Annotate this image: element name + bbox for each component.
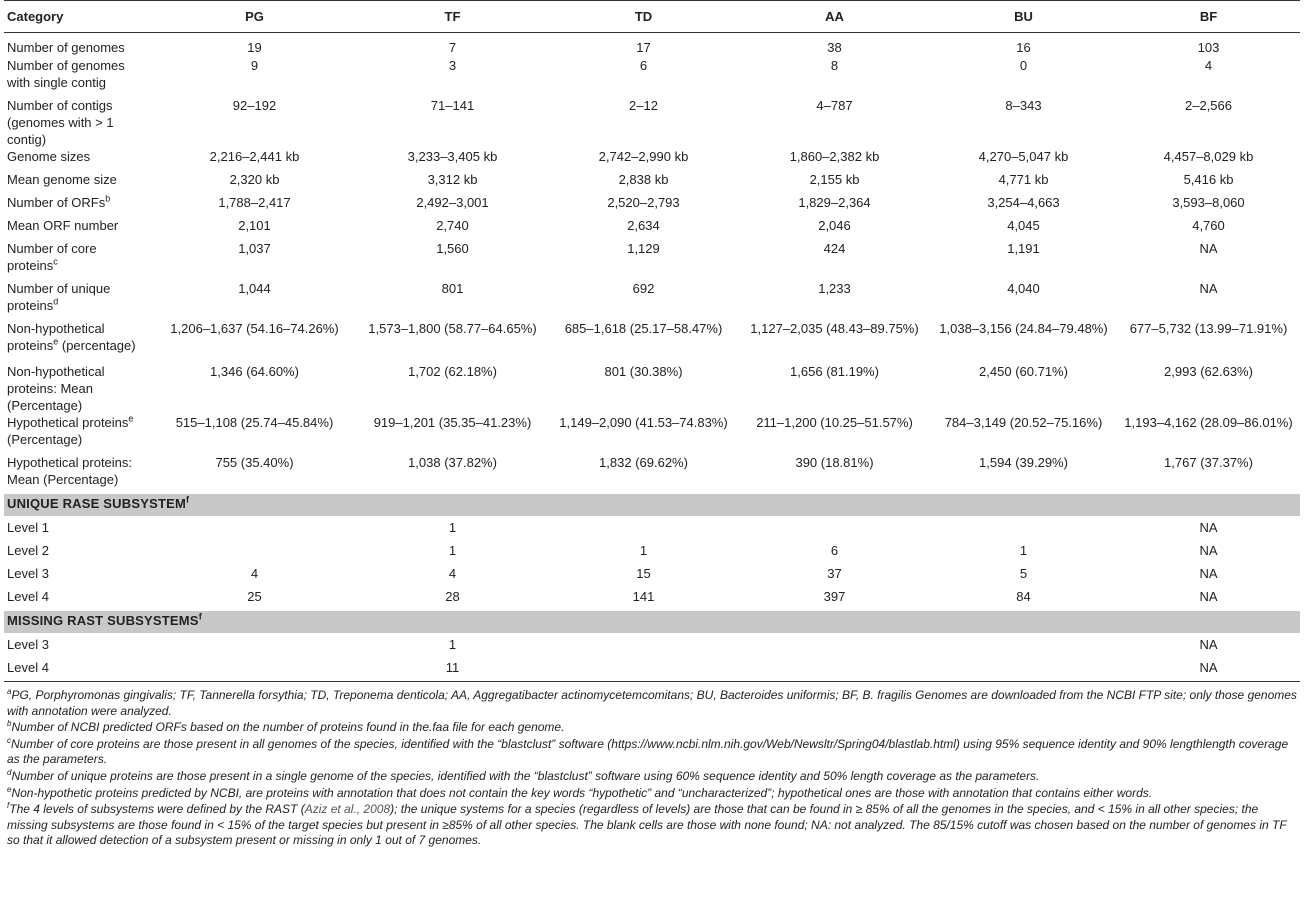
table-cell: 1,788–2,417 — [218, 195, 291, 210]
footnote-marker: b — [105, 193, 111, 204]
header-tf: TF — [357, 1, 548, 33]
row-label — [4, 171, 152, 194]
table-cell: 1,129 — [627, 241, 660, 256]
table-row — [4, 97, 1300, 148]
table-cell: 1,127–2,035 (48.43–89.75%) — [750, 321, 919, 336]
table-cell: 4,771 kb — [998, 172, 1049, 187]
row-label — [4, 194, 152, 217]
table-cell — [739, 659, 930, 682]
table-cell: 3,254–4,663 — [987, 195, 1060, 210]
table-cell: 1,832 (69.62%) — [599, 455, 688, 470]
footnote-marker: a — [7, 687, 12, 696]
table-cell — [548, 516, 739, 542]
table-cell: 37 — [827, 566, 842, 581]
table-cell — [930, 633, 1117, 659]
table-cell: 2,155 kb — [809, 172, 860, 187]
table-cell: 211–1,200 (10.25–51.57%) — [756, 415, 913, 430]
row-label — [4, 414, 152, 454]
table-cell: 685–1,618 (25.17–58.47%) — [564, 321, 723, 336]
table-row — [4, 320, 1300, 360]
row-label-text: proteins — [7, 338, 54, 353]
table-cell: 1 — [448, 637, 457, 652]
table-cell: 2,993 (62.63%) — [1164, 364, 1253, 379]
header-pg: PG — [152, 1, 357, 33]
row-label — [4, 280, 152, 320]
footnote-text: Non-hypothetic proteins predicted by NCBI, are proteins with annotation that does not contain the key words “hypothetic” and “uncharacterized”; hypothetical ones are those with annotation that contains either words. — [11, 785, 1153, 800]
table-row — [4, 516, 1300, 542]
table-cell: 3,233–3,405 kb — [407, 149, 498, 164]
table-cell: 84 — [1016, 589, 1031, 604]
table-cell: 1,044 — [238, 281, 271, 296]
table-cell: 2,520–2,793 — [607, 195, 680, 210]
row-label-text: (genomes with > 1 contig) — [7, 115, 114, 147]
footnote-marker: e — [53, 336, 59, 347]
row-label-text: with single contig — [7, 75, 106, 90]
footnote-text: ); the unique systems for a species (regardless of levels) are those that can be found in ≥ 85% of all the genomes in the species, and < 15% in all other species; the missing subsystems are those found in < 15% of the target species but present in ≥85% of all other species. The blank cells are those with none found; NA: not analyzed. The 85/15% cutoff was chosen based on the number of genomes in TF so that it allowed detection of a subsystem present or missing in only 1 out of 7 genomes. — [7, 802, 1287, 848]
table-cell: 38 — [827, 40, 842, 55]
table-cell: 7 — [448, 40, 457, 55]
row-label-text: Number of genomes — [7, 40, 125, 55]
table-cell: 1 — [639, 543, 648, 558]
table-cell: NA — [1117, 659, 1300, 682]
table-row — [4, 588, 1300, 611]
table-row — [4, 194, 1300, 217]
row-label: Level 4 — [7, 589, 49, 604]
table-cell: 1,594 (39.29%) — [979, 455, 1068, 470]
footnote — [7, 737, 1301, 768]
row-label: Level 3 — [7, 637, 49, 652]
table-cell: 2,450 (60.71%) — [979, 364, 1068, 379]
footnote-marker: b — [7, 719, 12, 729]
footnote-text: PG, Porphyromonas gingivalis; TF, Tannerella forsythia; TD, Treponema denticola; AA, Aggregatibacter actinomycetemcomitans; BU, Bacteroides uniformis; BF, B. fragilis Genomes are downloaded from the NCBI FTP site; only those genomes with annotation were analyzed. — [7, 688, 1297, 718]
row-label — [4, 57, 152, 97]
row-label-text: proteins — [7, 258, 54, 273]
header-bu: BU — [930, 1, 1117, 33]
section-title — [4, 494, 1300, 516]
footnote-marker: c — [7, 735, 11, 745]
header-td: TD — [548, 1, 739, 33]
row-label: Level 3 — [7, 566, 49, 581]
row-label-text: Number of ORFs — [7, 195, 106, 210]
table-cell: NA — [1199, 637, 1218, 652]
row-label-text: Number of contigs — [7, 98, 113, 113]
table-cell: 2,742–2,990 kb — [598, 149, 689, 164]
table-cell: NA — [1199, 281, 1218, 296]
table-cell: 19 — [247, 40, 262, 55]
table-cell: 4 — [1204, 58, 1213, 73]
table-row — [4, 633, 1300, 659]
row-label-text: Hypothetical proteins — [7, 415, 129, 430]
table-row — [4, 33, 1300, 58]
table-cell — [930, 659, 1117, 682]
table-cell: 8–343 — [1005, 98, 1042, 113]
row-label-text: (percentage) — [58, 338, 136, 353]
table-cell: 515–1,108 (25.74–45.84%) — [175, 415, 334, 430]
table-cell: 1,346 (64.60%) — [210, 364, 299, 379]
table-cell: 397 — [823, 589, 846, 604]
table-row — [4, 454, 1300, 494]
row-label-text: (Percentage) — [7, 398, 83, 413]
table-cell: NA — [1199, 241, 1218, 256]
row-label: Level 2 — [7, 543, 49, 558]
table-row — [4, 171, 1300, 194]
row-label — [4, 454, 152, 494]
row-label — [4, 320, 152, 360]
table-cell: NA — [1199, 543, 1218, 558]
row-label-text: Mean genome size — [7, 172, 117, 187]
table-cell: 1,149–2,090 (41.53–74.83%) — [559, 415, 728, 430]
table-cell: 1,193–4,162 (28.09–86.01%) — [1124, 415, 1293, 430]
table-cell: 4,045 — [1007, 218, 1040, 233]
table-cell: NA — [1199, 589, 1218, 604]
footnote — [7, 688, 1301, 719]
section-title-text: UNIQUE RASE SUBSYSTEM — [7, 496, 187, 511]
row-label-text: proteins — [7, 298, 54, 313]
table-cell: 28 — [445, 589, 460, 604]
table-cell: 17 — [636, 40, 651, 55]
table-cell: 3,593–8,060 — [1172, 195, 1245, 210]
table-cell — [930, 516, 1117, 542]
row-label-text: Hypothetical proteins: — [7, 455, 133, 470]
section-header — [4, 494, 1300, 516]
table-cell: 11 — [357, 659, 548, 682]
table-cell: 5 — [1019, 566, 1028, 581]
table-cell: 16 — [1016, 40, 1031, 55]
table-cell: 424 — [823, 241, 846, 256]
row-label-text: Mean ORF number — [7, 218, 119, 233]
table-cell: 755 (35.40%) — [215, 455, 294, 470]
table-cell — [548, 659, 739, 682]
table-row — [4, 148, 1300, 171]
row-label — [4, 240, 152, 280]
genome-comparison-table — [4, 0, 1300, 682]
row-label: Level 1 — [7, 520, 49, 535]
footnote-marker: f — [198, 611, 202, 622]
table-cell — [152, 542, 357, 565]
table-cell: 1,656 (81.19%) — [790, 364, 879, 379]
table-row — [4, 217, 1300, 240]
table-cell — [739, 516, 930, 542]
table-cell: 2,320 kb — [229, 172, 280, 187]
table-row — [4, 542, 1300, 565]
table-row — [4, 240, 1300, 280]
table-cell: NA — [1199, 566, 1218, 581]
table-cell: 801 — [441, 281, 464, 296]
section-header — [4, 611, 1300, 633]
footnotes — [4, 682, 1304, 849]
footnote-marker: d — [7, 767, 12, 777]
table-cell: 4 — [250, 566, 259, 581]
table-row — [4, 414, 1300, 454]
footnote-marker: f — [7, 801, 10, 811]
footnote-marker: d — [53, 296, 59, 307]
header-category: Category — [4, 1, 152, 33]
table-cell — [152, 633, 357, 659]
row-label — [4, 217, 152, 240]
row-label — [4, 33, 152, 58]
footnote-marker: e — [128, 413, 134, 424]
footnote — [7, 786, 1301, 802]
table-cell: 3,312 kb — [427, 172, 478, 187]
table-cell: 2,216–2,441 kb — [209, 149, 300, 164]
table-cell: 1,206–1,637 (54.16–74.26%) — [170, 321, 339, 336]
table-cell: 1,038–3,156 (24.84–79.48%) — [939, 321, 1108, 336]
table-row — [4, 280, 1300, 320]
table-cell: 1,233 — [818, 281, 851, 296]
table-cell: 1,038 (37.82%) — [408, 455, 497, 470]
table-cell: 141 — [632, 589, 655, 604]
table-row — [4, 360, 1300, 414]
table-cell — [152, 659, 357, 682]
table-cell: 6 — [830, 543, 839, 558]
table-cell: 1 — [448, 520, 457, 535]
row-label — [4, 97, 152, 148]
row-label — [4, 148, 152, 171]
footnote-text: Number of core proteins are those present in all genomes of the species, identified with the “blastclust” software (https://www.ncbi.nlm.nih.gov/Web/Newsltr/Spring04/blastlab.html) using 95% sequence identity and 90% lengthlength coverage as the parameters. — [7, 736, 1289, 767]
table-cell — [152, 516, 357, 542]
footnote-marker: c — [53, 256, 58, 267]
table-cell: 1 — [448, 543, 457, 558]
table-cell: 390 (18.81%) — [795, 455, 874, 470]
footnote-text: Number of unique proteins are those present in a single genome of the species, identified with the “blastclust” software using 60% sequence identity and 50% length coverage as the parameters. — [11, 768, 1040, 783]
table-cell: 2–2,566 — [1185, 98, 1232, 113]
table-cell: 4,457–8,029 kb — [1163, 149, 1254, 164]
table-cell: 677–5,732 (13.99–71.91%) — [1129, 321, 1288, 336]
table-cell: 1,702 (62.18%) — [408, 364, 497, 379]
section-title-text: MISSING RAST SUBSYSTEMS — [7, 613, 199, 628]
table-cell: 1,829–2,364 — [798, 195, 871, 210]
table-row — [4, 565, 1300, 588]
table-cell: 4,040 — [1007, 281, 1040, 296]
header-row — [4, 1, 1300, 33]
row-label-text: Mean (Percentage) — [7, 472, 119, 487]
table-cell: 5,416 kb — [1183, 172, 1234, 187]
table-cell: 784–3,149 (20.52–75.16%) — [944, 415, 1103, 430]
table-cell: 1,037 — [238, 241, 271, 256]
table-cell: 4,760 — [1192, 218, 1225, 233]
table-cell: 4,270–5,047 kb — [978, 149, 1069, 164]
row-label-text: Non-hypothetical — [7, 321, 105, 336]
citation-link[interactable]: Aziz et al., 2008 — [304, 802, 391, 817]
footnote-text: Number of NCBI predicted ORFs based on the number of proteins found in the.faa file for each genome. — [11, 720, 565, 735]
table-cell: 4 — [448, 566, 457, 581]
table-cell — [739, 633, 930, 659]
table-cell: 1,560 — [436, 241, 469, 256]
table-row — [4, 659, 1300, 682]
row-label-text: Number of unique — [7, 281, 111, 296]
table-cell: 1,860–2,382 kb — [789, 149, 880, 164]
row-label-text: proteins: Mean — [7, 381, 93, 396]
table-cell: 8 — [830, 58, 839, 73]
table-cell: 1 — [1019, 543, 1028, 558]
row-label-text: Non-hypothetical — [7, 364, 105, 379]
table-cell: 2,046 — [818, 218, 851, 233]
header-bf: BF — [1117, 1, 1300, 33]
footnote — [7, 769, 1301, 785]
footnote — [7, 720, 1301, 736]
table-cell: 692 — [632, 281, 655, 296]
table-cell: 801 (30.38%) — [604, 364, 683, 379]
row-label-text: Number of genomes — [7, 58, 125, 73]
table-cell: 4–787 — [816, 98, 853, 113]
footnote — [7, 802, 1301, 849]
table-cell: 3 — [448, 58, 457, 73]
table-cell: 92–192 — [232, 98, 277, 113]
table-cell: 2–12 — [629, 98, 658, 113]
table-cell: 103 — [1197, 40, 1220, 55]
table-cell: 6 — [639, 58, 648, 73]
table-cell: 2,492–3,001 — [416, 195, 489, 210]
table-cell: 2,101 — [238, 218, 271, 233]
row-label — [4, 360, 152, 414]
row-label-text: (Percentage) — [7, 432, 83, 447]
row-label: Level 4 — [4, 659, 152, 682]
table-cell: 15 — [636, 566, 651, 581]
table-cell: 2,634 — [627, 218, 660, 233]
table-cell: NA — [1199, 520, 1218, 535]
section-title — [4, 611, 1300, 633]
header-aa: AA — [739, 1, 930, 33]
footnote-marker: e — [7, 784, 12, 794]
table-cell: 0 — [1019, 58, 1028, 73]
row-label-text: Genome sizes — [7, 149, 91, 164]
table-row — [4, 57, 1300, 97]
table-cell: 71–141 — [430, 98, 475, 113]
table-cell: 9 — [250, 58, 259, 73]
table-cell: 2,838 kb — [618, 172, 669, 187]
table-cell: 25 — [247, 589, 262, 604]
table-cell: 919–1,201 (35.35–41.23%) — [373, 415, 532, 430]
table-cell: 1,767 (37.37%) — [1164, 455, 1253, 470]
table-cell: 1,573–1,800 (58.77–64.65%) — [368, 321, 537, 336]
table-cell: 1,191 — [1007, 241, 1040, 256]
table-cell: 2,740 — [436, 218, 469, 233]
row-label-text: Number of core — [7, 241, 97, 256]
footnote-text: The 4 levels of subsystems were defined by the RAST ( — [9, 802, 305, 817]
footnote-marker: f — [186, 494, 190, 505]
table-cell — [548, 633, 739, 659]
